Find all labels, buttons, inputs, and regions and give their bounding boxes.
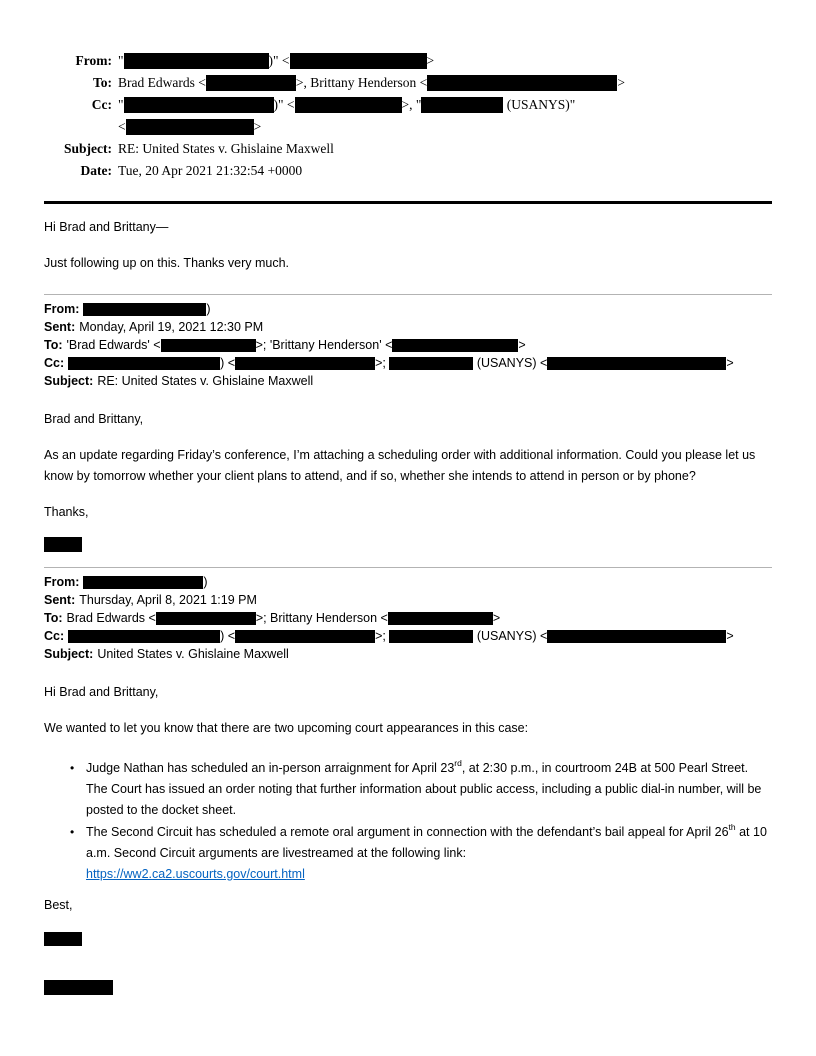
greeting-text: Hi Brad and Brittany— bbox=[44, 220, 169, 234]
header-text: )" < bbox=[273, 97, 295, 112]
to-label: To: bbox=[44, 338, 63, 352]
header-text: Brad Edwards < bbox=[66, 611, 156, 625]
header-text: >, " bbox=[401, 97, 422, 112]
header-text: Monday, April 19, 2021 12:30 PM bbox=[79, 320, 264, 334]
header-text: Brad Edwards < bbox=[118, 75, 206, 90]
header-text: > bbox=[253, 119, 262, 134]
update-paragraph: As an update regarding Friday’s conference, I’m attaching a scheduling order with additional information. Could you please let us know by tomorrow whether your client plans to attend, and if so, whether she intends to attend in person or by phone? bbox=[44, 448, 756, 483]
redaction-bar bbox=[83, 576, 203, 589]
bullet-text: at 10 a.m. Second Circuit arguments are livestreamed at the following link: bbox=[86, 825, 767, 860]
header-text: > bbox=[492, 611, 501, 625]
redaction-bar bbox=[126, 119, 254, 135]
redaction-bar bbox=[295, 97, 402, 113]
from-label: From: bbox=[75, 53, 112, 68]
header-text: ) bbox=[203, 575, 208, 589]
header-text: >; 'Brittany Henderson' < bbox=[255, 338, 393, 352]
header-text: (USANYS) < bbox=[473, 629, 548, 643]
redacted-signature bbox=[44, 932, 82, 946]
header-text: United States v. Ghislaine Maxwell bbox=[97, 647, 289, 661]
followup-text: Just following up on this. Thanks very much. bbox=[44, 256, 290, 270]
email2-body bbox=[44, 409, 772, 552]
bullet-text: , at 2:30 p.m., in courtroom 24B at 500 Pearl Street. The Court has issued an order noting that further information about public access, including a public dial-in number, will be posted to the docket sheet. bbox=[86, 761, 762, 817]
email1-header bbox=[44, 50, 772, 182]
redaction-bar bbox=[389, 357, 473, 370]
from-value bbox=[83, 302, 210, 316]
date-label: Date: bbox=[80, 163, 112, 178]
header-text: " bbox=[118, 53, 124, 68]
intro-text: We wanted to let you know that there are two upcoming court appearances in this case: bbox=[44, 721, 529, 735]
header-text: )" < bbox=[268, 53, 290, 68]
header-row-subject bbox=[44, 372, 772, 390]
to-label: To: bbox=[92, 75, 112, 90]
to-value bbox=[67, 611, 501, 625]
redaction-bar bbox=[206, 75, 296, 91]
header-text: > bbox=[518, 338, 526, 352]
redaction-bar bbox=[235, 630, 375, 643]
subject-label: Subject: bbox=[44, 647, 94, 661]
header-text: " bbox=[118, 97, 124, 112]
redaction-bar bbox=[547, 357, 726, 370]
header-text: > bbox=[617, 75, 625, 90]
header-text: RE: United States v. Ghislaine Maxwell bbox=[118, 141, 334, 156]
cc-value bbox=[68, 629, 733, 643]
closing-text: Best, bbox=[44, 898, 73, 912]
greeting-text: Hi Brad and Brittany, bbox=[44, 685, 159, 699]
header-text: ) bbox=[206, 302, 211, 316]
header-text: >; bbox=[375, 629, 390, 643]
to-value bbox=[118, 72, 772, 94]
sent-value bbox=[79, 320, 263, 334]
header-row-to bbox=[44, 336, 772, 354]
header-row-from bbox=[44, 50, 772, 72]
email3-header bbox=[44, 568, 772, 663]
header-row-cc bbox=[44, 627, 772, 645]
redaction-bar bbox=[547, 630, 726, 643]
court-appearances-list bbox=[44, 758, 772, 885]
header-text: >; bbox=[375, 356, 390, 370]
redaction-bar bbox=[235, 357, 375, 370]
redaction-bar bbox=[83, 303, 206, 316]
email2-header bbox=[44, 295, 772, 390]
header-text: RE: United States v. Ghislaine Maxwell bbox=[97, 374, 314, 388]
redaction-bar bbox=[389, 630, 473, 643]
cc-value bbox=[118, 94, 772, 138]
to-label: To: bbox=[44, 611, 63, 625]
header-text: > bbox=[726, 356, 734, 370]
cc-value bbox=[68, 356, 733, 370]
header-text: Tue, 20 Apr 2021 21:32:54 +0000 bbox=[118, 163, 303, 178]
court-livestream-link[interactable]: https://ww2.ca2.uscourts.gov/court.html bbox=[86, 867, 305, 881]
header-row-from bbox=[44, 300, 772, 318]
header-text: Thursday, April 8, 2021 1:19 PM bbox=[79, 593, 257, 607]
bullet-text: Judge Nathan has scheduled an in-person arraignment for April 23 bbox=[86, 761, 455, 775]
header-text: > bbox=[426, 53, 435, 68]
from-value bbox=[83, 575, 207, 589]
header-row-from bbox=[44, 573, 772, 591]
date-value bbox=[118, 160, 772, 182]
header-row-to bbox=[44, 609, 772, 627]
ordinal-suffix: th bbox=[728, 822, 736, 832]
header-row-sent bbox=[44, 318, 772, 336]
header-text: (USANYS)" bbox=[503, 97, 576, 112]
sent-label: Sent: bbox=[44, 593, 76, 607]
header-text: 'Brad Edwards' < bbox=[66, 338, 161, 352]
closing-text: Thanks, bbox=[44, 505, 89, 519]
redaction-bar bbox=[156, 612, 256, 625]
ordinal-suffix: rd bbox=[454, 758, 462, 768]
sent-label: Sent: bbox=[44, 320, 76, 334]
header-separator-rule bbox=[44, 201, 772, 204]
from-label: From: bbox=[44, 575, 80, 589]
redaction-bar bbox=[124, 53, 269, 69]
redaction-bar bbox=[161, 339, 256, 352]
header-row-sent bbox=[44, 591, 772, 609]
redaction-bar bbox=[388, 612, 493, 625]
cc-label: Cc: bbox=[44, 356, 65, 370]
redacted-signature bbox=[44, 537, 82, 552]
header-row-cc bbox=[44, 94, 772, 138]
list-item-bail-appeal bbox=[86, 822, 772, 885]
header-row-date bbox=[44, 160, 772, 182]
to-value bbox=[67, 338, 526, 352]
header-row-subject bbox=[44, 138, 772, 160]
header-text: ) < bbox=[220, 356, 236, 370]
header-text: >, Brittany Henderson < bbox=[295, 75, 428, 90]
list-item-arraignment bbox=[86, 758, 772, 821]
redacted-footer-block bbox=[44, 980, 113, 995]
from-value bbox=[118, 50, 772, 72]
header-row-to bbox=[44, 72, 772, 94]
subject-label: Subject: bbox=[64, 141, 112, 156]
greeting-text: Brad and Brittany, bbox=[44, 412, 144, 426]
header-text: >; Brittany Henderson < bbox=[255, 611, 388, 625]
subject-value bbox=[97, 647, 289, 661]
email3-body bbox=[44, 682, 772, 995]
redaction-bar bbox=[421, 97, 503, 113]
cc-label: Cc: bbox=[91, 97, 112, 112]
redaction-bar bbox=[124, 97, 274, 113]
bullet-text: The Second Circuit has scheduled a remote oral argument in connection with the defendant’s bail appeal for April 26 bbox=[86, 825, 729, 839]
redaction-bar bbox=[427, 75, 617, 91]
header-text: > bbox=[726, 629, 734, 643]
header-row-cc bbox=[44, 354, 772, 372]
subject-value bbox=[97, 374, 313, 388]
email1-body bbox=[44, 217, 772, 274]
cc-label: Cc: bbox=[44, 629, 65, 643]
redaction-bar bbox=[392, 339, 518, 352]
sent-value bbox=[79, 593, 257, 607]
subject-label: Subject: bbox=[44, 374, 94, 388]
from-label: From: bbox=[44, 302, 80, 316]
redaction-bar bbox=[68, 357, 220, 370]
redaction-bar bbox=[290, 53, 427, 69]
subject-value bbox=[118, 138, 772, 160]
redaction-bar bbox=[68, 630, 220, 643]
header-text: ) < bbox=[220, 629, 236, 643]
header-text: (USANYS) < bbox=[473, 356, 548, 370]
header-row-subject bbox=[44, 645, 772, 663]
header-text: < bbox=[118, 119, 126, 134]
